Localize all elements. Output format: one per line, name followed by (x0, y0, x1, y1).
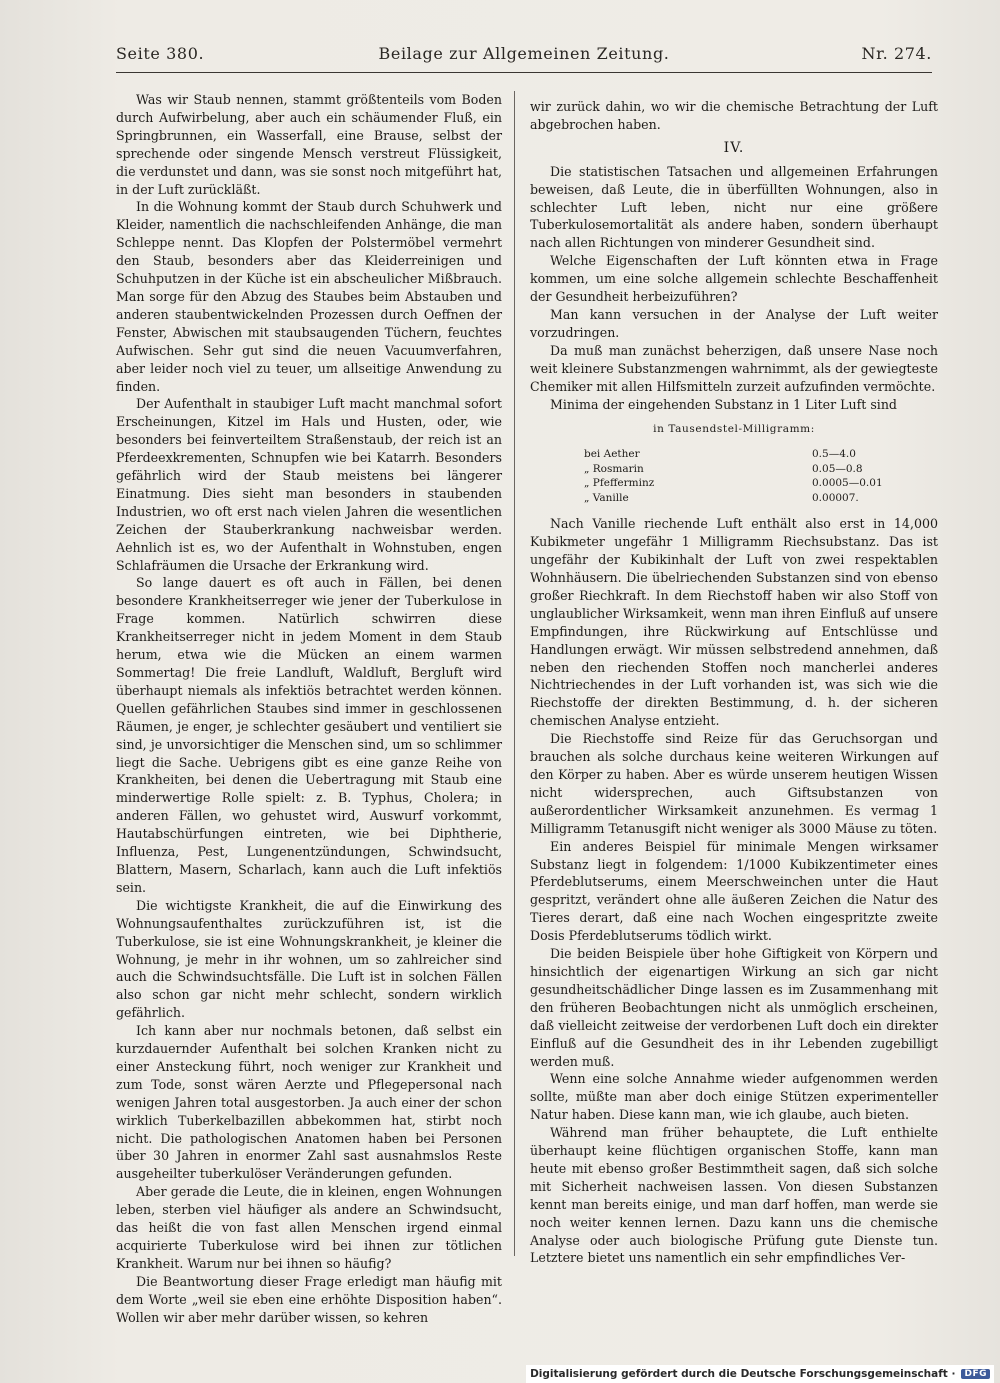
left-column (116, 91, 502, 1327)
paragraph: Aber gerade die Leute, die in kleinen, engen Wohnungen leben, sterben viel häufiger als andere an Schwindsucht, das heißt die von fast allen Menschen irgend einmal acquirierte Tuberkulose wird bei ihnen zur tötlichen Krankheit. Warum nur bei ihnen so häufig? (116, 1184, 502, 1271)
page-header (116, 44, 932, 70)
substance-table (584, 447, 894, 505)
paragraph: wir zurück dahin, wo wir die chemische Betrachtung der Luft abgebrochen haben. (530, 99, 938, 132)
paragraph: Wenn eine solche Annahme wieder aufgenommen werden sollte, müßte man aber doch einige Stützen experimenteller Natur haben. Diese kann man, wie ich glaube, auch bieten. (530, 1071, 938, 1123)
paragraph: Minima der eingehenden Substanz in 1 Liter Luft sind (550, 396, 897, 412)
paragraph: Welche Eigenschaften der Luft könnten etwa in Frage kommen, um eine solche allgemein schlechte Beschaffenheit der Gesundheit herbeizuführen? (530, 253, 938, 305)
table-cell-value: 0.0005—0.01 (812, 477, 883, 490)
column-divider (514, 91, 515, 1256)
paragraph: Nach Vanille riechende Luft enthält also erst in 14,000 Kubikmeter ungefähr 1 Milligramm Riechsubstanz. Das ist ungefähr der Kubikinhalt der Luft von zwei respektablen Wohnhäusern. Die übelriechenden Substanzen sind von ebenso großer Riechkraft. In dem Riechstoff haben wir also Stoff von unglaublicher Wirksamkeit, wenn man ihren Einfluß auf unsere Empfindungen, ihre Rückwirkung auf Entschlüsse und Handlungen erwägt. Wir müssen selbstredend annehmen, daß neben den riechenden Stoffen noch mancherlei anderes Nichtriechendes in der Luft vorhanden ist, was sich wie die Riechstoffe der direkten Bestimmung, d. h. der sicheren chemischen Analyse entzieht. (530, 516, 938, 729)
table-cell-value: 0.00007. (812, 491, 859, 504)
publication-title: Beilage zur Allgemeinen Zeitung. (378, 44, 670, 63)
paragraph: Ein anderes Beispiel für minimale Mengen wirksamer Substanz liegt in folgendem: 1/1000 Kubikzentimeter eines Pferdeblutserums, einem Meerschweinchen unter die Haut gespritzt, verändert ohne alle äußeren Zeichen die Natur des Tieres derart, daß eine nach Wochen eingespritzte zweite Dosis Pferdeblutserums tödlich wirkt. (530, 838, 938, 944)
paragraph: Der Aufenthalt in staubiger Luft macht manchmal sofort Erscheinungen, Kitzel im Hals und Husten, oder, wie besonders bei feinverteiltem Straßenstaub, der reich ist an Pferdeexkrementen, Schnupfen wie bei Katarrh. Besonders gefährlich wird der Staub meistens bei längerer Einatmung. Dies sieht man besonders in staubenden Industrien, wo oft erst nach vielen Jahren die wesentlichen Zeichen der Stauberkrankung nachweisbar werden. Aehnlich ist es, wo der Aufenthalt in Wohnstuben, engen Schlafräumen die Ursache der Erkrankung wird. (116, 396, 502, 573)
table-cell-value: 0.05—0.8 (812, 462, 863, 475)
section-heading: IV. (723, 139, 745, 156)
paragraph: Man kann versuchen in der Analyse der Luft weiter vorzudringen. (530, 306, 938, 340)
page-number: Seite 380. (116, 44, 205, 63)
table-cell-substance: „ Vanille (584, 491, 629, 504)
dfg-logo-icon: DFG (961, 1369, 990, 1379)
header-rule (116, 72, 932, 73)
paragraph: Während man früher behauptete, die Luft enthielte überhaupt keine flüchtigen organischen Stoffe, kann man heute mit ebenso großer Bestimmtheit sagen, daß sich solche mit Sicherheit nachweisen lassen. Von diesen Substanzen kennt man bereits einige, und man darf hoffen, man werde sie noch weiter kennen lernen. Dazu kann uns die chemische Analyse oder auch biologische Prüfung gute Dienste tun. Letztere bietet uns namentlich ein sehr empfindliches Ver- (530, 1125, 938, 1266)
right-column (530, 98, 938, 1267)
paragraph: Ich kann aber nur nochmals betonen, daß selbst ein kurzdauernder Aufenthalt bei solchen Kranken nicht zu einer Ansteckung führt, noch weniger zur Krankheit und zum Tode, sonst wären Aerzte und Pflegepersonal nach wenigen Jahren total ausgestorben. Ja auch einer der schon wirklich Tuberkelbazillen abbekommen hat, stirbt noch nicht. Die pathologischen Anatomen haben bei Personen über 30 Jahren in enormer Zahl sast ausnahmslos Reste ausgeheilter tuberkulöser Veränderungen gefunden. (116, 1023, 502, 1182)
table-row (584, 491, 894, 506)
table-cell-substance: „ Pfefferminz (584, 477, 655, 490)
issue-number: Nr. 274. (861, 44, 932, 63)
paragraph: Da muß man zunächst beherzigen, daß unsere Nase noch weit kleinere Substanzmengen wahrnimmt, als der gewiegteste Chemiker mit allen Hilfsmitteln zurzeit aufzufinden vermöchte. (530, 342, 938, 394)
digitization-credit (526, 1365, 994, 1383)
table-title: in Tausendstel-Milligramm: (653, 423, 815, 436)
table-cell-substance: „ Rosmarin (584, 462, 644, 475)
paragraph: Die wichtigste Krankheit, die auf die Einwirkung des Wohnungsaufenthaltes zurückzuführen ist, ist die Tuberkulose, sie ist eine Wohnungskrankheit, je kleiner die Wohnung, je mehr in ihr wohnen, um so zahlreicher sind auch die Schwindsuchtsfälle. Die Luft ist in solchen Fällen also schon gar nicht mehr schlecht, sondern wirklich gefährlich. (116, 897, 502, 1021)
paragraph: Die beiden Beispiele über hohe Giftigkeit von Körpern und hinsichtlich der eigenartigen Wirkung an sich gar nicht gesundheitschädlicher Dinge lassen es im Zusammenhang mit den früheren Beobachtungen nicht als unmöglich erscheinen, daß vielleicht zeitweise der verdorbenen Luft doch ein direkter Einfluß auf die Gesundheit des in ihr Lebenden zugebilligt werden muß. (530, 946, 938, 1069)
paragraph: So lange dauert es oft auch in Fällen, bei denen besondere Krankheitserreger wie jener der Tuberkulose in Frage kommen. Natürlich schwirren diese Krankheitserreger nicht in jedem Moment in dem Staub herum, etwa wie die Mücken an einem warmen Sommertag! Die freie Landluft, Waldluft, Bergluft wird überhaupt niemals als infektiös betrachtet werden können. Quellen gefährlichen Staubes sind immer in geschlossenen Räumen, je enger, je schlechter gesäubert und ventiliert sie sind, je unvorsichtiger die Menschen sind, um so schlimmer liegt die Sache. Uebrigens gibt es eine ganze Reihe von Krankheiten, bei denen die Uebertragung mit Staub eine minderwertige Rolle spielt: z. B. Typhus, Cholera; in anderen Fällen, wo gehustet wird, Auswurf vorkommt, Hautabschürfungen eintreten, wie bei Diphtherie, Influenza, Pest, Lungenentzündungen, Schwindsucht, Blattern, Masern, Scharlach, kann auch die Luft infektiös sein. (116, 575, 502, 895)
table-row (584, 476, 894, 491)
table-row (584, 462, 894, 477)
paragraph: Die statistischen Tatsachen und allgemeinen Erfahrungen beweisen, daß Leute, die in überfüllten Wohnungen, also in schlechter Luft leben, nicht nur eine größere Tuberkulosemortalität als andere haben, sondern überhaupt nach allen Richtungen von minderer Gesundheit sind. (530, 163, 938, 251)
paragraph: In die Wohnung kommt der Staub durch Schuhwerk und Kleider, namentlich die nachschleifenden Anhänge, die man Schleppe nennt. Das Klopfen der Polstermöbel vermehrt den Staub, besonders aber das Kleiderreinigen und Schuhputzen in der Küche ist ein abscheulicher Mißbrauch. Man sorge für den Abzug des Staubes beim Abstauben und anderen staubentwickelnden Prozessen durch Oeffnen der Fenster, Abwischen mit staubsaugenden Tüchern, feuchtes Aufwischen. Sehr gut sind die neuen Vacuumverfahren, aber leider noch viel zu teuer, um allseitige Anwendung zu finden. (116, 199, 502, 394)
table-cell-substance: bei Aether (584, 448, 640, 461)
credit-text: Digitalisierung gefördert durch die Deutsche Forschungsgemeinschaft · (530, 1368, 956, 1380)
paragraph: Die Beantwortung dieser Frage erledigt man häufig mit dem Worte „weil sie eben eine erhöhte Disposition haben“. Wollen wir aber mehr darüber wissen, so kehren (116, 1273, 502, 1325)
paragraph: Die Riechstoffe sind Reize für das Geruchsorgan und brauchen als solche durchaus keine weiteren Wirkungen auf den Körper zu haben. Aber es würde unserem heutigen Wissen nicht widersprechen, auch Giftsubstanzen von außerordentlicher Wirksamkeit anzunehmen. Es vermag 1 Milligramm Tetanusgift nicht weniger als 3000 Mäuse zu töten. (530, 731, 938, 836)
table-row (584, 447, 894, 462)
table-cell-value: 0.5—4.0 (812, 448, 856, 461)
paragraph: Was wir Staub nennen, stammt größtenteils vom Boden durch Aufwirbelung, aber auch ein schäumender Fluß, ein Springbrunnen, ein Wasserfall, eine Brause, selbst der sprechende oder singende Mensch verstreut Flüssigkeit, die verdunstet und dann, was sie sonst noch mitgeführt hat, in der Luft zurückläßt. (116, 92, 502, 197)
